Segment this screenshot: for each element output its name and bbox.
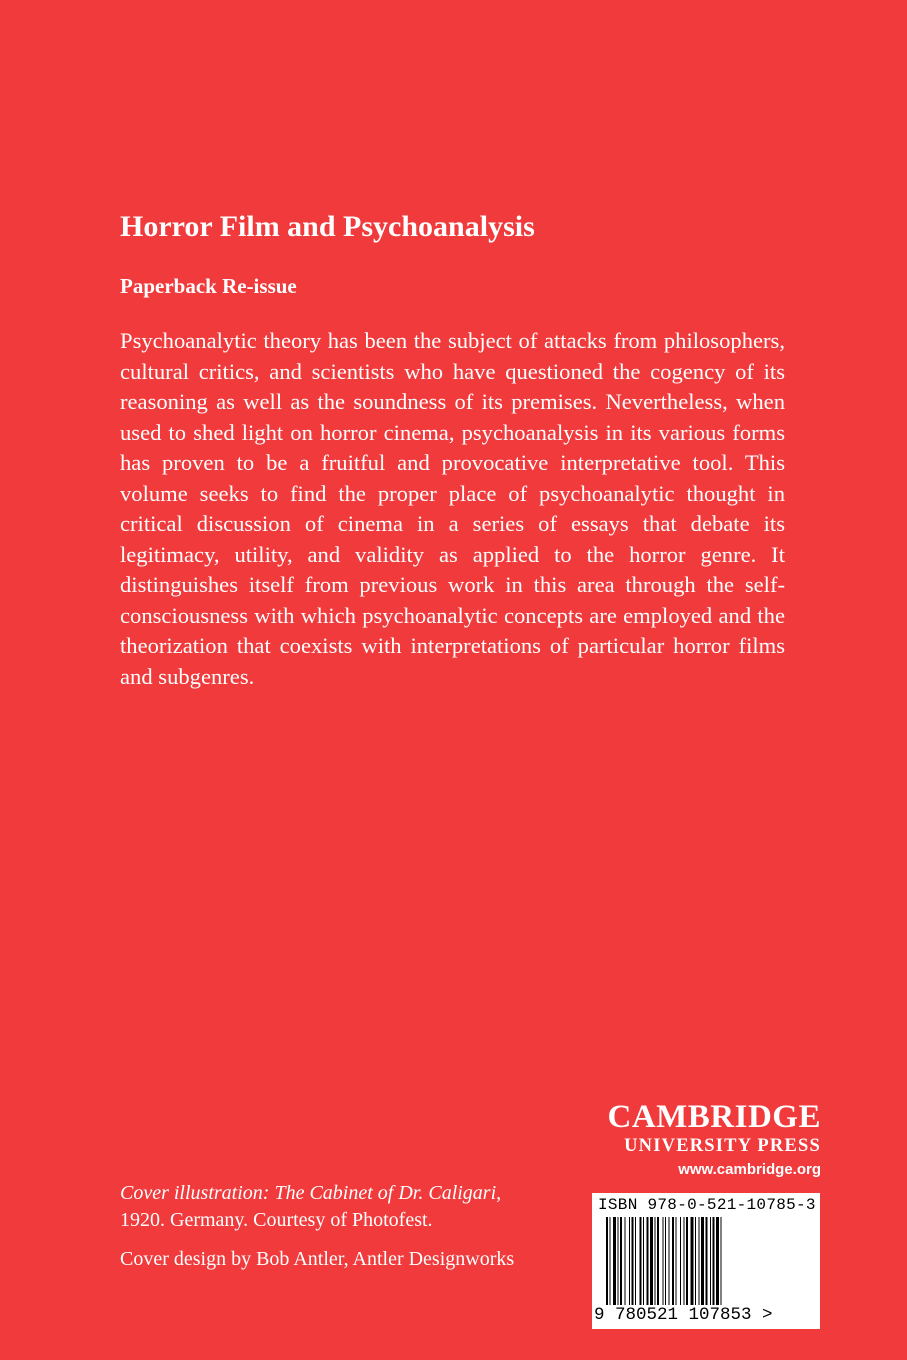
publisher-subname: UNIVERSITY PRESS: [624, 1136, 821, 1156]
illustration-credit-details: 1920. Germany. Courtesy of Photofest.: [120, 1209, 433, 1231]
publisher-name: CAMBRIDGE: [607, 1099, 821, 1135]
publisher-url: www.cambridge.org: [678, 1161, 821, 1178]
cover-credits: [120, 1180, 540, 1273]
illustration-credit-prefix: Cover illustration:: [120, 1182, 275, 1204]
barcode-bars: [606, 1217, 806, 1307]
illustration-credit-work: The Cabinet of Dr. Caligari: [274, 1182, 497, 1204]
illustration-credit-suffix: ,: [496, 1182, 502, 1204]
isbn-label: ISBN 978-0-521-10785-3: [598, 1196, 816, 1214]
illustration-credit: [120, 1180, 540, 1234]
barcode-digits: 9 780521 107853 >: [594, 1305, 773, 1325]
book-description: Psychoanalytic theory has been the subject of attacks from philosophers, cultural critics, and scientists who have questioned the cogency of its reasoning as well as the soundness of its premises. Nevertheless, when used to shed light on horror cinema, psychoanalysis in its various forms has proven to be a fruitful and provocative interpretative tool. This volume seeks to find the proper place of psychoanalytic thought in critical discussion of cinema in a series of essays that debate its legitimacy, utility, and validity as applied to the horror genre. It distinguishes itself from previous work in this area through the self-consciousness with which psychoanalytic concepts are employed and the theorization that coexists with interpretations of particular horror films and subgenres.: [120, 328, 785, 689]
publisher-logo: [607, 1099, 821, 1181]
edition-label: Paperback Re-issue: [120, 274, 297, 298]
design-credit: Cover design by Bob Antler, Antler Designworks: [120, 1248, 515, 1270]
isbn-barcode: [592, 1193, 820, 1329]
book-title: Horror Film and Psychoanalysis: [120, 210, 535, 243]
